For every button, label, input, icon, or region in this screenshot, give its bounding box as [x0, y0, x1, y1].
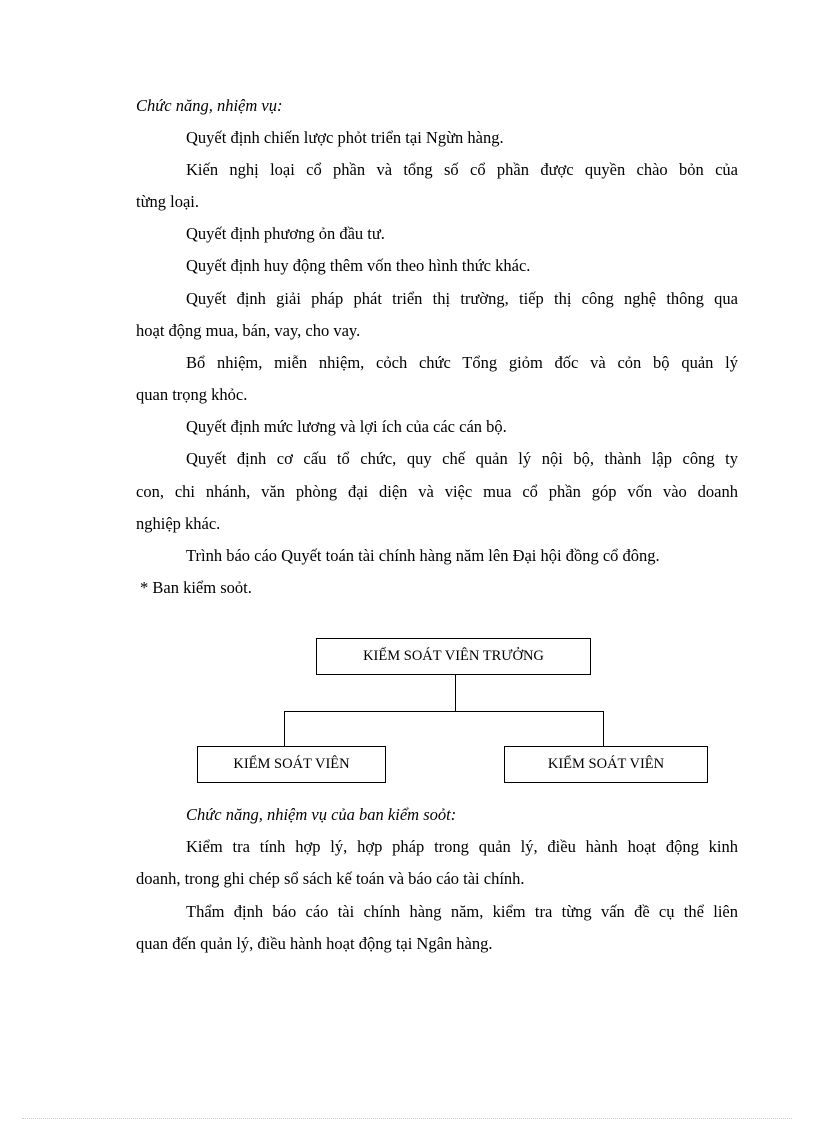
page-bottom-rule	[22, 1118, 792, 1119]
paragraph-line: Kiểm tra tính hợp lý, hợp pháp trong quản lý, điều hành hoạt động kinh	[186, 837, 738, 856]
paragraph-line: nghiệp khác.	[136, 514, 221, 533]
section-heading-functions: Chức năng, nhiệm vụ:	[136, 96, 283, 115]
paragraph-line: Quyết định phương ỏn đầu tư.	[186, 224, 385, 243]
paragraph-line: doanh, trong ghi chép sổ sách kế toán và báo cáo tài chính.	[136, 869, 525, 888]
paragraph-line: quan đến quản lý, điều hành hoạt động tại Ngân hàng.	[136, 934, 493, 953]
org-box-supervisor-right: KIỂM SOÁT VIÊN	[504, 746, 708, 783]
org-box-supervisor-left: KIỂM SOÁT VIÊN	[197, 746, 386, 783]
paragraph-line: Quyết định giải pháp phát triển thị trường, tiếp thị công nghệ thông qua	[186, 289, 738, 308]
paragraph-line: hoạt động mua, bán, vay, cho vay.	[136, 321, 361, 340]
org-connector-vertical-right	[603, 711, 604, 747]
paragraph-line: quan trọng khỏc.	[136, 385, 248, 404]
paragraph-line: Quyết định huy động thêm vốn theo hình thức khác.	[186, 256, 531, 275]
paragraph-line: Quyết định cơ cấu tổ chức, quy chế quản lý nội bộ, thành lập công ty	[186, 449, 738, 468]
org-connector-vertical-top	[455, 675, 456, 711]
section-heading-board-functions: Chức năng, nhiệm vụ của ban kiểm soỏt:	[186, 805, 457, 824]
paragraph-line: Kiến nghị loại cổ phần và tổng số cổ phần được quyền chào bỏn của	[186, 160, 738, 179]
paragraph-line: Thẩm định báo cáo tài chính hàng năm, kiểm tra từng vấn đề cụ thể liên	[186, 902, 738, 921]
paragraph-line: con, chi nhánh, văn phòng đại diện và việc mua cổ phần góp vốn vào doanh	[136, 482, 738, 501]
paragraph-line: Bổ nhiệm, miễn nhiệm, cỏch chức Tổng giỏm đốc và cỏn bộ quản lý	[186, 353, 738, 372]
org-box-chief-supervisor: KIỂM SOÁT VIÊN TRƯỞNG	[316, 638, 591, 675]
paragraph-line: từng loại.	[136, 192, 200, 211]
paragraph-line: Quyết định mức lương và lợi ích của các cán bộ.	[186, 417, 507, 436]
paragraph-line: Quyết định chiến lược phỏt triển tại Ngừn hàng.	[186, 128, 504, 147]
subheading-supervisory-board: * Ban kiểm soỏt.	[140, 578, 252, 597]
org-connector-horizontal	[284, 711, 604, 712]
paragraph-line: Trình báo cáo Quyết toán tài chính hàng năm lên Đại hội đồng cổ đông.	[186, 546, 660, 565]
org-connector-vertical-left	[284, 711, 285, 747]
